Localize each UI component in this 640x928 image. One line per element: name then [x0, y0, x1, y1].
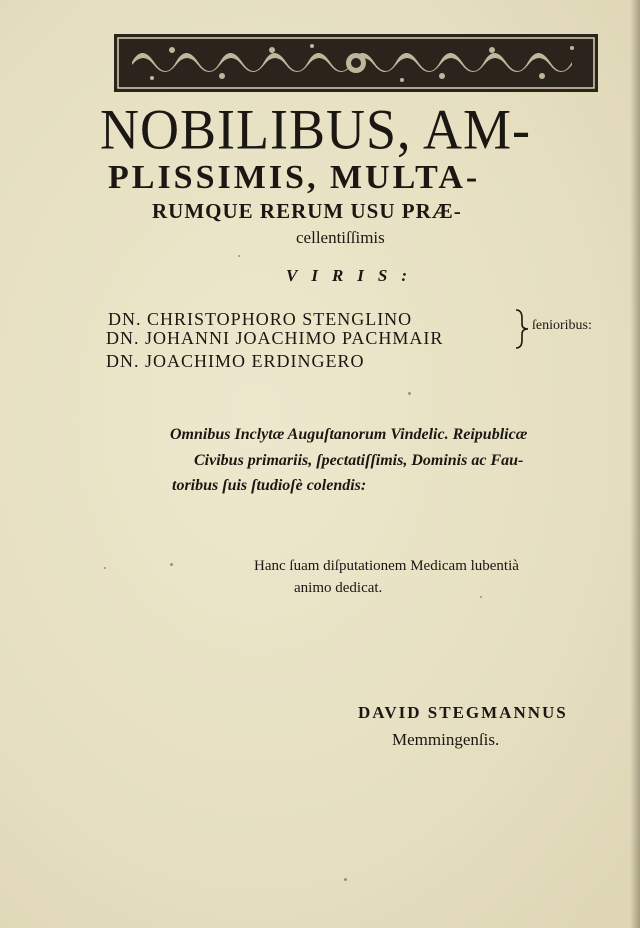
- dedicatee-name: DN. CHRISTOPHORO STENGLINO: [108, 309, 413, 329]
- dedication-line-2: Civibus primariis, ſpectatiſſimis, Dominis ac Fau-: [194, 452, 524, 469]
- ornamental-headpiece: [112, 32, 600, 94]
- dedication-line-3: toribus ſuis ſtudioſè colendis:: [172, 477, 367, 494]
- title-line-2: PLISSIMIS, MULTA-: [108, 159, 481, 196]
- paper-speck: [480, 596, 482, 598]
- addressee-label: VIRIS:: [286, 266, 422, 285]
- title-line-4: cellentiſſimis: [296, 228, 385, 247]
- title-line-3: RUMQUE RERUM USU PRÆ-: [152, 199, 462, 223]
- dedicatee-name: DN. JOACHIMO ERDINGERO: [106, 351, 365, 371]
- author-origin: Memmingenſis.: [392, 730, 500, 749]
- offering-line-2: animo dedicat.: [294, 580, 383, 596]
- paper-speck: [170, 563, 173, 566]
- dedication-line-1: Omnibus Inclytæ Auguſtanorum Vindelic. Reipublicæ: [170, 426, 528, 443]
- paper-speck: [408, 392, 411, 395]
- paper-speck: [104, 567, 106, 569]
- dedicatee-name: DN. JOHANNI JOACHIMO PACHMAIR: [106, 328, 444, 348]
- offering-line-1: Hanc ſuam diſputationem Medicam lubentià: [254, 558, 519, 574]
- seniors-label: ſenioribus:: [532, 318, 592, 333]
- curly-brace-icon: [514, 308, 530, 350]
- paper-speck: [344, 878, 347, 881]
- title-line-1: NOBILIBUS, AM-: [100, 98, 532, 161]
- paper-speck: [238, 255, 240, 257]
- author-name: DAVID STEGMANNUS: [358, 703, 568, 722]
- page-edge-shadow: [630, 0, 640, 928]
